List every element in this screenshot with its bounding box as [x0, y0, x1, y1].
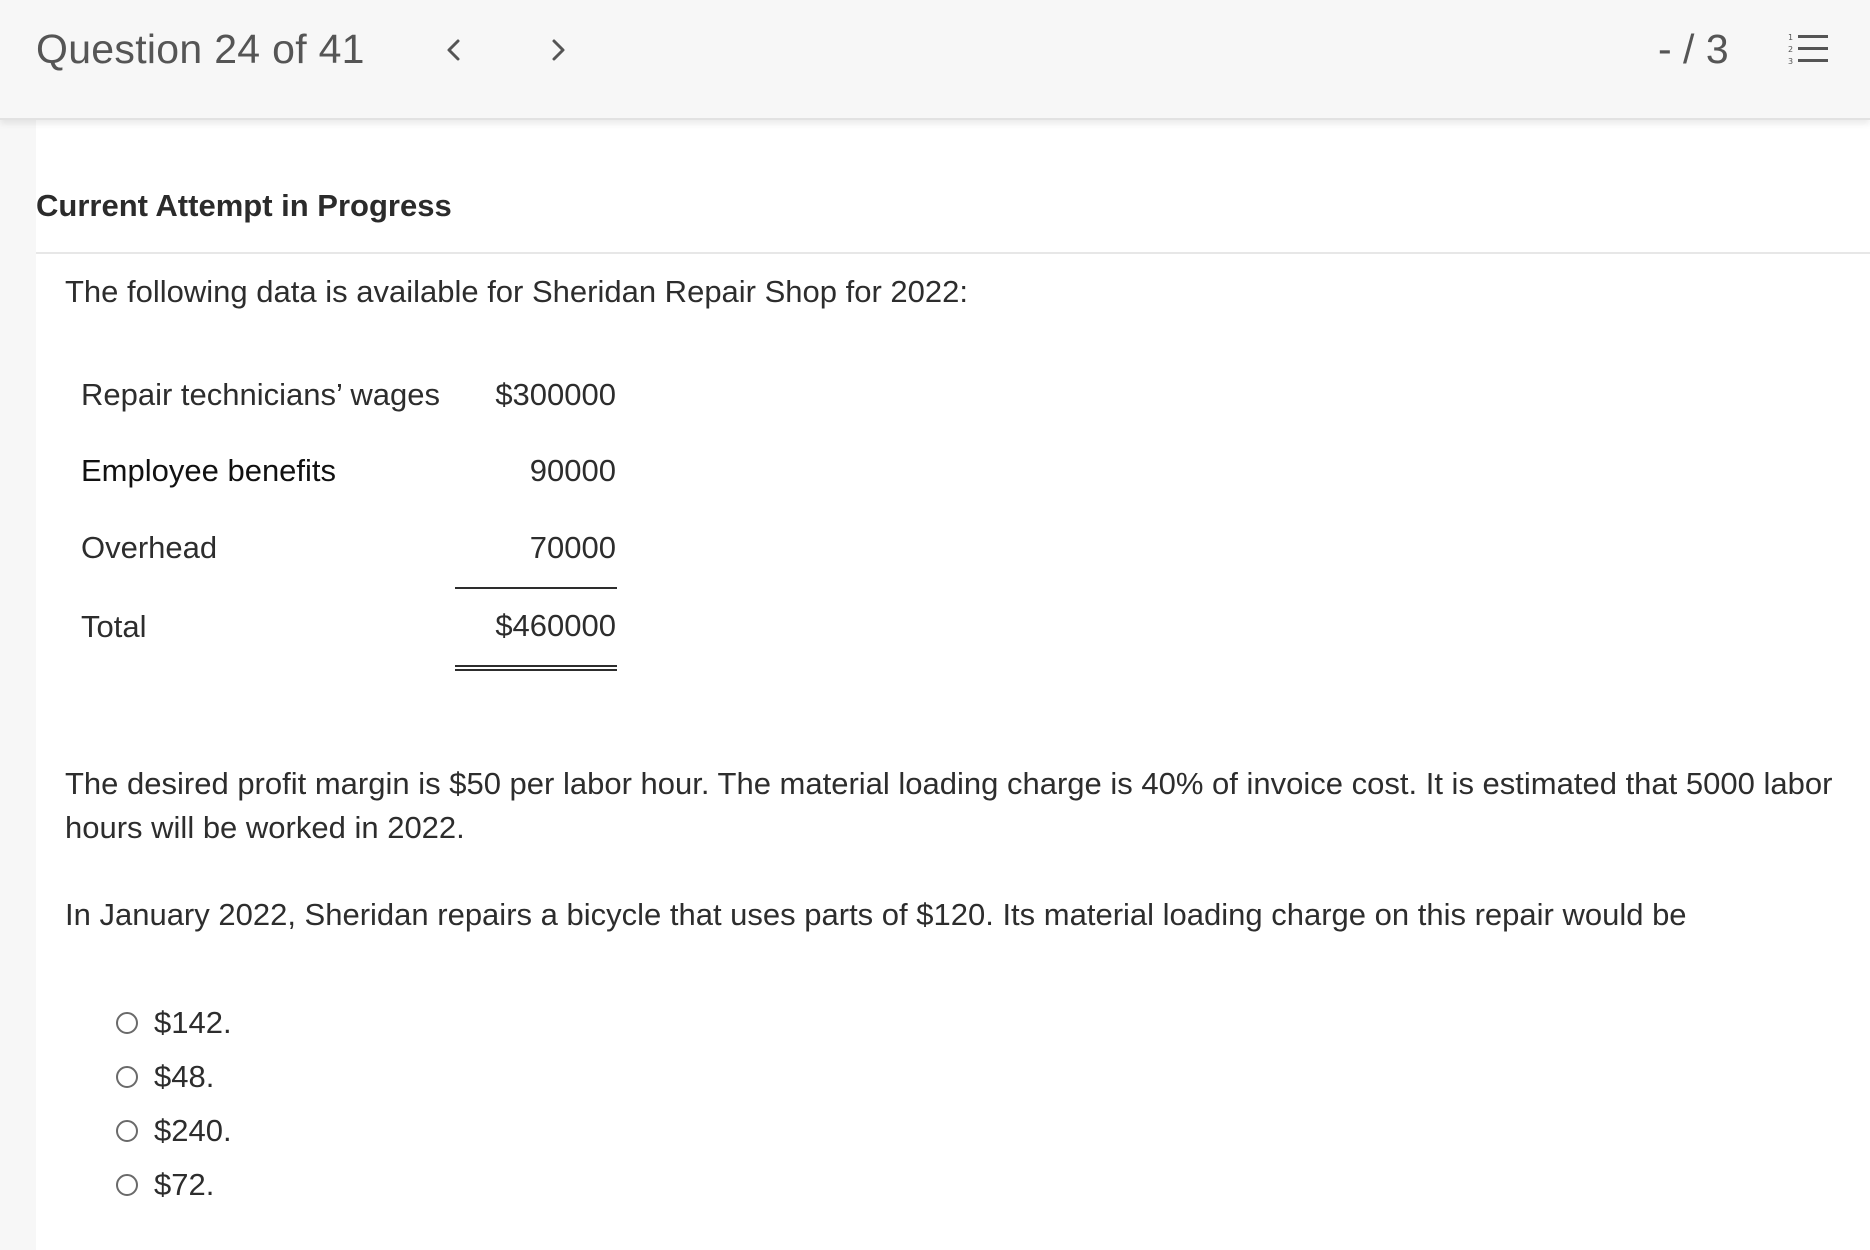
- chevron-right-icon: [538, 30, 578, 70]
- table-row-value: $460000: [495, 608, 616, 643]
- question-header: [0, 0, 1870, 120]
- table-row-label: Total: [81, 609, 147, 644]
- answer-option-label: $72.: [154, 1167, 215, 1202]
- score-display: - / 3: [1658, 26, 1729, 72]
- attempt-heading: Current Attempt in Progress: [36, 188, 452, 223]
- table-row-value: 90000: [529, 453, 616, 488]
- question-prompt: In January 2022, Sheridan repairs a bicycle that uses parts of $120. Its material loading charge on this repair would be: [65, 897, 1687, 932]
- next-question-button[interactable]: [538, 30, 578, 70]
- answer-options: [116, 996, 232, 1212]
- answer-option-label: $142.: [154, 1005, 232, 1040]
- answer-option-label: $48.: [154, 1059, 215, 1094]
- answer-option[interactable]: [116, 1158, 232, 1212]
- section-divider: [36, 252, 1870, 254]
- answer-option[interactable]: [116, 1104, 232, 1158]
- answer-option-label: $240.: [154, 1113, 232, 1148]
- table-row-value: 70000: [529, 530, 616, 565]
- svg-text:3: 3: [1788, 57, 1794, 66]
- radio-button[interactable]: [116, 1066, 138, 1088]
- subtotal-rule: [455, 587, 617, 589]
- table-row-value: $300000: [495, 377, 616, 412]
- answer-option[interactable]: [116, 996, 232, 1050]
- total-double-rule: [455, 665, 617, 671]
- numbered-list-icon: [1786, 30, 1832, 70]
- question-counter: Question 24 of 41: [36, 26, 365, 72]
- answer-option[interactable]: [116, 1050, 232, 1104]
- question-list-button[interactable]: [1786, 30, 1832, 70]
- radio-button[interactable]: [116, 1012, 138, 1034]
- table-row-label: Repair technicians’ wages: [81, 377, 440, 412]
- radio-button[interactable]: [116, 1120, 138, 1142]
- svg-text:2: 2: [1788, 45, 1794, 54]
- radio-button[interactable]: [116, 1174, 138, 1196]
- svg-text:1: 1: [1788, 33, 1794, 42]
- table-row-label: Employee benefits: [81, 453, 337, 488]
- chevron-left-icon: [434, 30, 474, 70]
- table-row-label: Overhead: [81, 530, 218, 565]
- question-intro: The following data is available for Sheridan Repair Shop for 2022:: [65, 274, 968, 309]
- question-content: [36, 120, 1870, 1250]
- question-paragraph: The desired profit margin is $50 per labor hour. The material loading charge is 40% of invoice cost. It is estimated that 5000 labor hours will be worked in 2022.: [65, 766, 1833, 845]
- previous-question-button[interactable]: [434, 30, 474, 70]
